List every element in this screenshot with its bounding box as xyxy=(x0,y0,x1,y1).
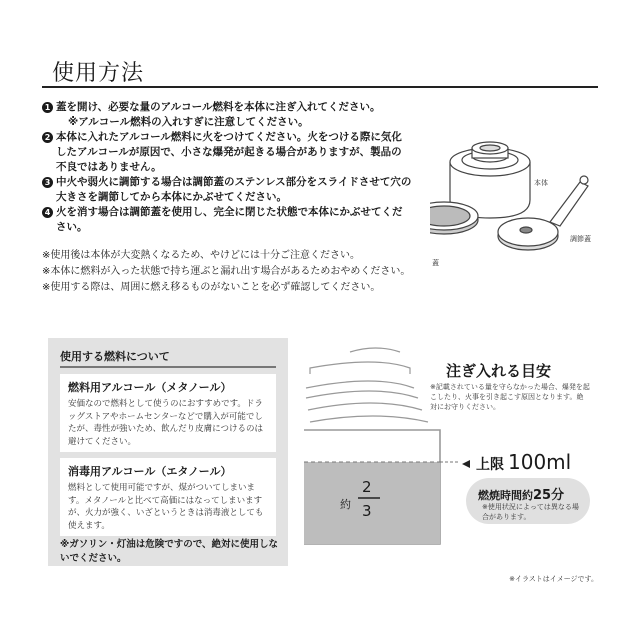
limit-value: 100ml xyxy=(508,450,572,474)
title-rule xyxy=(42,86,598,88)
step-number: 4 xyxy=(42,207,53,218)
methanol-box xyxy=(60,374,276,452)
ethanol-body: 燃料として使用可能ですが、煤がついてしまいます。メタノールと比べて高価にはなってしまいますが、火力が強く、いざというときは消毒液としても使えます。 xyxy=(68,483,264,531)
step-text: 本体に入れたアルコール燃料に火をつけてください。火をつける際に気化したアルコールが原因で、小さな爆発が起きる場合がありますが、製品の不良ではありません。 xyxy=(56,131,402,173)
step-2 xyxy=(42,130,412,175)
step-1 xyxy=(42,100,412,115)
label-lid: 蓋 xyxy=(432,259,439,267)
step-text: 蓋を開け、必要な量のアルコール燃料を本体に注ぎ入れてください。 xyxy=(56,101,381,113)
step-text: 中火や弱火に調節する場合は調節蓋のステンレス部分をスライドさせて穴の大きさを調節してから本体にかぶせてください。 xyxy=(56,176,412,203)
fuel-panel-rule xyxy=(60,366,276,368)
fraction-numerator: 2 xyxy=(362,478,372,496)
illustration-caption: ※イラストはイメージです。 xyxy=(509,575,598,583)
burn-note: ※使用状況によっては異なる場合があります。 xyxy=(482,503,579,521)
step-text: 火を消す場合は調節蓋を使用し、完全に閉じた状態で本体にかぶせてください。 xyxy=(56,206,403,233)
fraction-denominator: 3 xyxy=(362,502,372,520)
steps-list xyxy=(42,100,412,235)
step-number: 3 xyxy=(42,177,53,188)
guide-note: ※記載されている量を守らなかった場合、爆発を起こしたり、火事を引き起こす原因となります。絶対にお守りください。 xyxy=(430,383,590,411)
limit-label xyxy=(476,450,571,474)
burn-label: 燃焼時間約 xyxy=(478,489,533,502)
ethanol-title: 消毒用アルコール（エタノール） xyxy=(68,465,232,478)
caution-note: ※使用する際は、周囲に燃え移るものがないことを必ず確認してください。 xyxy=(42,282,381,293)
methanol-title: 燃料用アルコール（メタノール） xyxy=(68,381,232,394)
label-adjust: 調節蓋 xyxy=(570,235,591,243)
step-4 xyxy=(42,205,412,235)
step-number: 2 xyxy=(42,132,53,143)
burner-parts-drawing xyxy=(430,130,620,270)
step-3 xyxy=(42,175,412,205)
fuel-warning: ※ガソリン・灯油は危険ですので、絶対に使用しないでください。 xyxy=(60,539,279,564)
caution-note: ※使用後は本体が大変熱くなるため、やけどには十分ご注意ください。 xyxy=(42,250,360,261)
page-title: 使用方法 xyxy=(52,61,145,86)
methanol-body: 安価なので燃料として使うのにおすすめです。ドラッグストアやホームセンターなどで購入が可能でしたが、毒性が強いため、飲んだり皮膚につけるのは避けてください。 xyxy=(68,399,263,447)
fill-guide-illustration xyxy=(300,338,600,566)
label-body: 本体 xyxy=(534,179,548,187)
ethanol-box xyxy=(60,458,276,536)
caution-notes xyxy=(42,248,422,296)
fuel-panel-heading: 使用する燃料について xyxy=(60,350,170,363)
approx-label: 約 xyxy=(340,498,351,511)
step-number: 1 xyxy=(42,102,53,113)
caution-note: ※本体に燃料が入った状態で持ち運ぶと漏れ出す場合があるためおやめください。 xyxy=(42,266,411,277)
step-subnote: ※アルコール燃料の入れすぎに注意してください。 xyxy=(68,116,309,128)
limit-label-text: 上限 xyxy=(476,457,504,473)
burn-value: 25分 xyxy=(533,488,565,503)
burn-time xyxy=(478,484,564,503)
guide-title: 注ぎ入れる目安 xyxy=(446,362,552,380)
fuel-panel xyxy=(48,338,288,566)
burner-parts-illustration xyxy=(430,130,620,270)
